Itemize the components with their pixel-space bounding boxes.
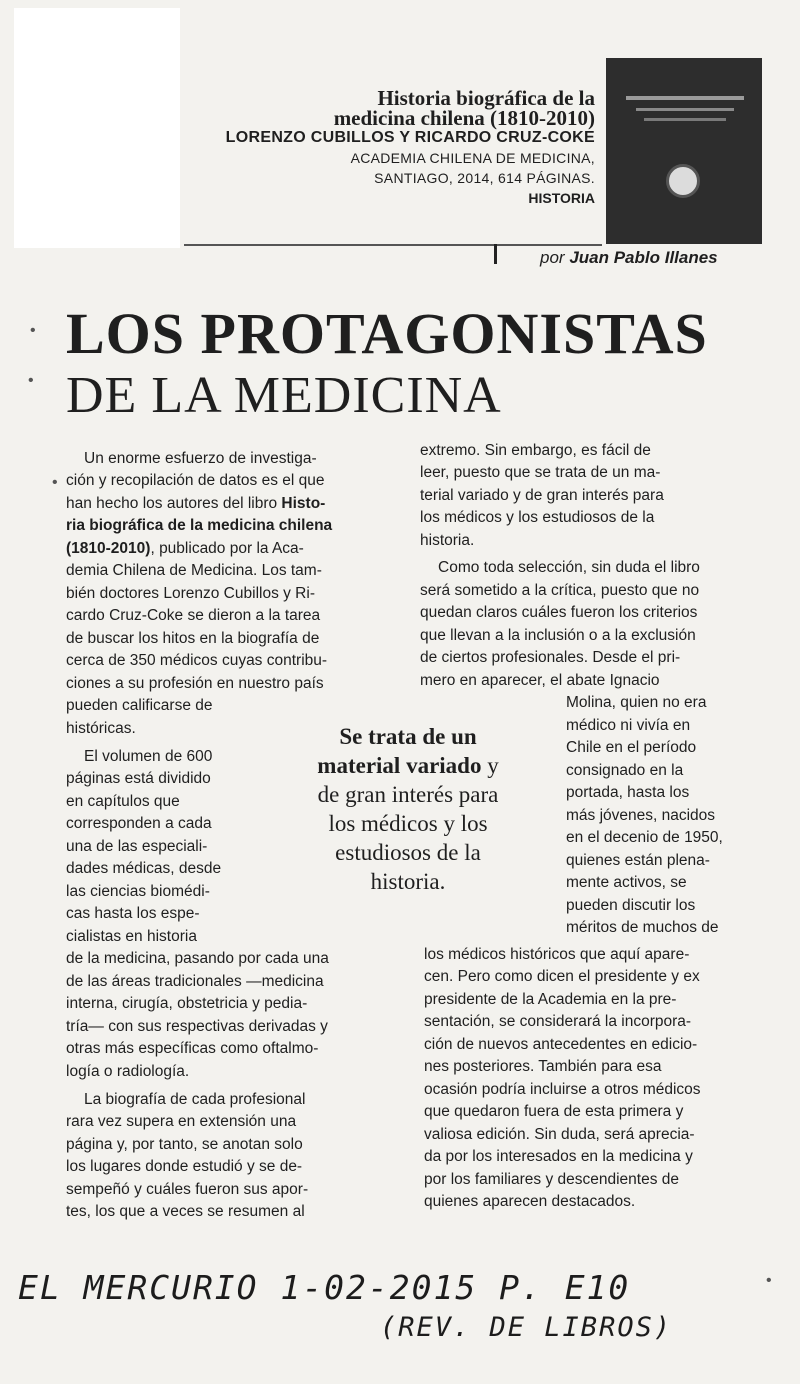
body-line: ción de nuevos antecedentes en edicio-	[424, 1036, 698, 1053]
body-line: (1810-2010), publicado por la Aca-	[66, 540, 304, 557]
body-line: dades médicas, desde	[66, 860, 222, 877]
body-line: cardo Cruz-Coke se dieron a la tarea	[66, 607, 321, 624]
body-line: bién doctores Lorenzo Cubillos y Ri-	[66, 585, 315, 602]
body-line: los médicos históricos que aquí apare-	[424, 946, 690, 963]
body-line: que llevan a la inclusión o a la exclusión	[420, 627, 696, 644]
header-tick	[494, 244, 497, 264]
book-authors: LORENZO CUBILLOS Y RICARDO CRUZ-COKE	[225, 129, 595, 146]
body-line: ciones a su profesión en nuestro país	[66, 675, 324, 692]
body-line: cen. Pero como dicen el presidente y ex	[424, 968, 700, 985]
body-line: otras más específicas como oftalmo-	[66, 1040, 319, 1057]
handwritten-section-note: (REV. DE LIBROS)	[380, 1312, 673, 1343]
body-line: Molina, quien no era	[566, 694, 707, 711]
scan-speck: •	[30, 322, 36, 339]
body-line: leer, puesto que se trata de un ma-	[420, 464, 661, 481]
body-line: cas hasta los espe-	[66, 905, 200, 922]
body-line: los médicos y los estudiosos de la	[420, 509, 655, 526]
body-line: de la medicina, pasando por cada una	[66, 950, 329, 967]
body-line: quienes aparecen destacados.	[424, 1193, 636, 1210]
handwritten-source-note: EL MERCURIO 1-02-2015 P. E10	[18, 1268, 631, 1307]
body-line: cerca de 350 médicos cuyas contribu-	[66, 652, 328, 669]
body-line: quedan claros cuáles fueron los criterios	[420, 604, 698, 621]
book-publisher: ACADEMIA CHILENA DE MEDICINA,	[350, 150, 595, 166]
headline-line-1: LOS PROTAGONISTAS	[66, 301, 708, 366]
body-line: médico ni vivía en	[566, 717, 691, 734]
body-line: página y, por tanto, se anotan solo	[66, 1136, 303, 1153]
body-line: páginas está dividido	[66, 770, 211, 787]
body-line: han hecho los autores del libro Histo-	[66, 495, 326, 512]
body-line: La biografía de cada profesional	[84, 1091, 306, 1108]
body-line: más jóvenes, nacidos	[566, 807, 716, 824]
body-line: será sometido a la crítica, puesto que no	[420, 582, 700, 599]
section-label: HISTORIA	[528, 190, 595, 206]
pull-quote-line: Se trata de un	[339, 724, 477, 749]
body-line: en el decenio de 1950,	[566, 829, 723, 846]
body-line: pueden discutir los	[566, 897, 696, 914]
body-line: ria biográfica de la medicina chilena	[66, 517, 333, 534]
body-line: Chile en el período	[566, 739, 697, 756]
book-info	[226, 88, 595, 208]
body-line: demia Chilena de Medicina. Los tam-	[66, 562, 322, 579]
body-line: de ciertos profesionales. Desde el pri-	[420, 649, 681, 666]
body-line: ción y recopilación de datos es el que	[66, 472, 325, 489]
body-line: históricas.	[66, 720, 136, 737]
body-line: tría— con sus respectivas derivadas y	[66, 1018, 328, 1035]
scan-speck: •	[766, 1272, 772, 1289]
body-line: pueden calificarse de	[66, 697, 213, 714]
body-line: ocasión podría incluirse a otros médicos	[424, 1081, 701, 1098]
byline-prefix: por	[540, 248, 565, 267]
body-line: que quedaron fuera de esta primera y	[424, 1103, 684, 1120]
body-line: historia.	[420, 532, 475, 549]
book-title-line-1: Historia biográfica de la	[377, 86, 595, 110]
byline-author: Juan Pablo Illanes	[569, 248, 718, 267]
body-line: de buscar los hitos en la biografía de	[66, 630, 320, 647]
book-details: SANTIAGO, 2014, 614 PÁGINAS.	[374, 170, 595, 186]
pull-quote	[282, 722, 534, 896]
body-line: consignado en la	[566, 762, 684, 779]
pull-quote-line: estudiosos de la	[335, 840, 481, 865]
body-line: quienes están plena-	[566, 852, 710, 869]
body-line: portada, hasta los	[566, 784, 690, 801]
body-line: logía o radiología.	[66, 1063, 190, 1080]
body-line: presidente de la Academia en la pre-	[424, 991, 677, 1008]
body-line: Un enorme esfuerzo de investiga-	[84, 450, 317, 467]
body-line: El volumen de 600	[84, 748, 213, 765]
pull-quote-line: de gran interés para	[317, 782, 499, 807]
body-line: de las áreas tradicionales —medicina	[66, 973, 324, 990]
body-line: extremo. Sin embargo, es fácil de	[420, 442, 651, 459]
pull-quote-line: historia.	[370, 869, 446, 894]
body-line: mente activos, se	[566, 874, 687, 891]
body-line: sempeñó y cuáles fueron sus apor-	[66, 1181, 309, 1198]
scan-speck: •	[28, 372, 34, 389]
scan-speck: •	[52, 474, 58, 491]
body-line: en capítulos que	[66, 793, 180, 810]
body-line: cialistas en historia	[66, 928, 197, 945]
body-line: corresponden a cada	[66, 815, 212, 832]
headline-line-2: DE LA MEDICINA	[66, 367, 502, 424]
pull-quote-line: material variado y	[317, 753, 499, 778]
cover-emblem-icon	[666, 164, 700, 198]
byline	[540, 248, 718, 268]
body-line: las ciencias biomédi-	[66, 883, 210, 900]
pull-quote-line: los médicos y los	[328, 811, 488, 836]
blank-area	[14, 8, 180, 248]
header-rule	[184, 244, 602, 246]
body-line: mero en aparecer, el abate Ignacio	[420, 672, 660, 689]
body-line: valiosa edición. Sin duda, será aprecia-	[424, 1126, 695, 1143]
body-line: méritos de muchos de	[566, 919, 719, 936]
body-line: una de las especiali-	[66, 838, 208, 855]
body-line: da por los interesados en la medicina y	[424, 1148, 693, 1165]
body-line: Como toda selección, sin duda el libro	[438, 559, 700, 576]
body-line: rara vez supera en extensión una	[66, 1113, 297, 1130]
book-title-line-2: medicina chilena (1810-2010)	[333, 106, 595, 130]
body-line: interna, cirugía, obstetricia y pedia-	[66, 995, 308, 1012]
body-line: los lugares donde estudió y se de-	[66, 1158, 303, 1175]
body-line: sentación, se considerará la incorpora-	[424, 1013, 692, 1030]
body-line: nes posteriores. También para esa	[424, 1058, 662, 1075]
body-line: por los familiares y descendientes de	[424, 1171, 680, 1188]
book-cover-image	[606, 58, 762, 244]
body-line: tes, los que a veces se resumen al	[66, 1203, 305, 1220]
body-line: terial variado y de gran interés para	[420, 487, 664, 504]
